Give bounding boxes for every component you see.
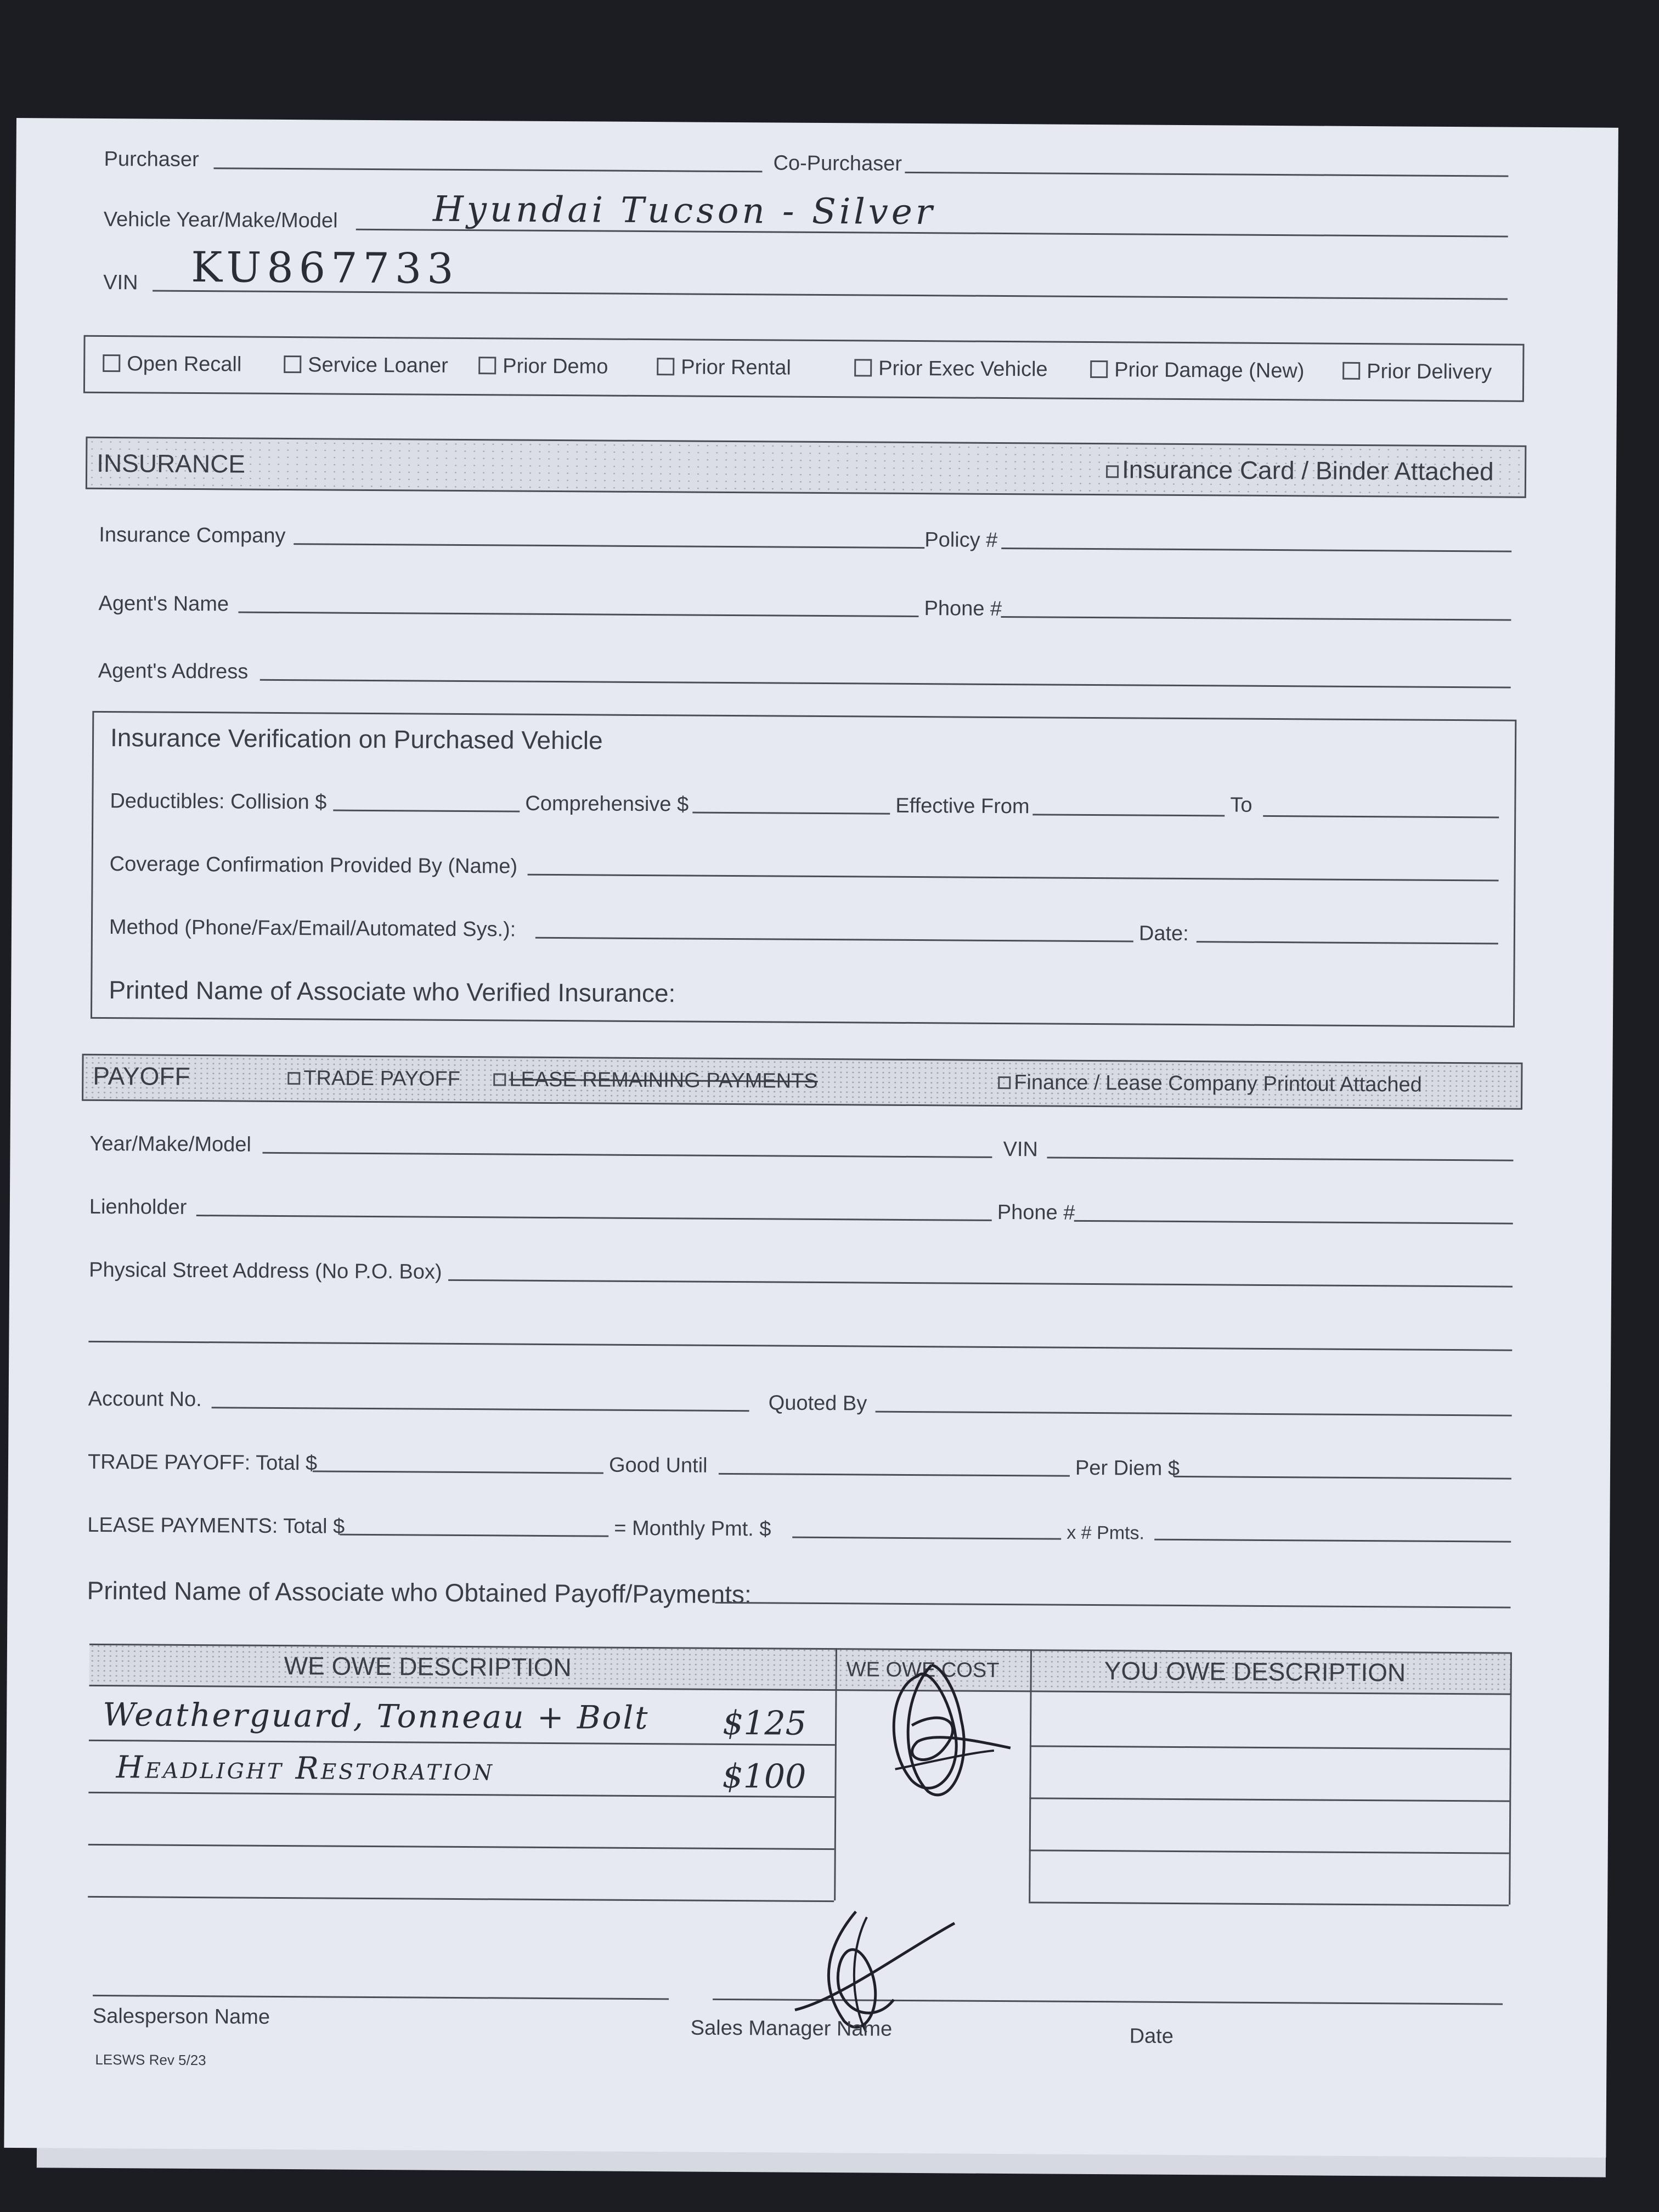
printout-attached-checkbox[interactable]: Finance / Lease Company Printout Attached	[998, 1072, 1422, 1096]
payoff-header: PAYOFF	[93, 1061, 190, 1091]
verification-title: Insurance Verification on Purchased Vehicle	[110, 723, 603, 755]
checkbox-icon	[657, 358, 674, 375]
agent-address-label: Agent's Address	[98, 659, 249, 684]
checkbox-icon	[998, 1076, 1011, 1089]
coverage-label: Coverage Confirmation Provided By (Name)	[109, 853, 518, 878]
quoted-by-field[interactable]	[876, 1411, 1512, 1417]
vin-label: VIN	[103, 270, 138, 295]
per-diem-label: Per Diem $	[1075, 1456, 1180, 1480]
account-no-field[interactable]	[212, 1407, 749, 1412]
payoff-vin-field[interactable]	[1047, 1157, 1513, 1161]
you-owe-description-header: YOU OWE DESCRIPTION	[1104, 1656, 1406, 1687]
lienholder-phone-label: Phone #	[997, 1200, 1075, 1224]
we-owe-cost-header: WE OWE COST	[846, 1658, 1000, 1682]
checkbox-icon	[493, 1073, 506, 1086]
vehicle-handwritten: Hyundai Tucson - Silver	[432, 189, 936, 233]
agent-name-label: Agent's Name	[98, 591, 229, 616]
prior-delivery-checkbox[interactable]: Prior Delivery	[1342, 361, 1492, 383]
we-owe-item-1: Weatherguard, Tonneau + Bolt	[103, 1696, 650, 1737]
we-owe-line[interactable]	[88, 1844, 834, 1850]
we-owe-line[interactable]	[88, 1896, 834, 1902]
agent-phone-field[interactable]	[1001, 616, 1511, 621]
lienholder-label: Lienholder	[89, 1195, 187, 1219]
insurance-card-checkbox[interactable]: Insurance Card / Binder Attached	[1106, 456, 1494, 484]
obtained-by-field[interactable]	[715, 1602, 1510, 1609]
num-pmts-field[interactable]	[1154, 1539, 1511, 1543]
salesperson-signature-field[interactable]	[93, 1995, 669, 2000]
effective-from-label: Effective From	[895, 794, 1030, 819]
checkbox-icon	[1090, 360, 1108, 378]
checkbox-icon	[1342, 362, 1360, 380]
salesperson-label: Salesperson Name	[92, 2004, 270, 2029]
street-address-label: Physical Street Address (No P.O. Box)	[89, 1258, 442, 1284]
table-rule	[1030, 1745, 1510, 1750]
revision-label: LESWS Rev 5/23	[95, 2051, 206, 2069]
prior-rental-checkbox[interactable]: Prior Rental	[657, 357, 791, 378]
service-loaner-checkbox[interactable]: Service Loaner	[284, 354, 448, 376]
checkbox-icon	[284, 356, 301, 373]
agent-phone-label: Phone #	[924, 597, 1002, 620]
open-recall-checkbox[interactable]: Open Recall	[103, 353, 241, 375]
payoff-ymm-field[interactable]	[262, 1152, 992, 1158]
checkbox-icon	[1106, 465, 1119, 478]
table-rule	[1029, 1797, 1509, 1802]
checkbox-icon	[478, 357, 496, 374]
deductibles-label: Deductibles: Collision $	[110, 789, 327, 814]
policy-field[interactable]	[1001, 548, 1511, 552]
lease-remaining-checkbox[interactable]: LEASE REMAINING PAYMENTS	[493, 1069, 818, 1092]
to-label: To	[1230, 793, 1252, 817]
insurance-header: INSURANCE	[97, 448, 246, 478]
vin-handwritten: KU867733	[191, 242, 459, 293]
monthly-pmt-label: = Monthly Pmt. $	[614, 1516, 771, 1541]
checkbox-icon	[103, 354, 120, 372]
lease-total-label: LEASE PAYMENTS: Total $	[87, 1513, 345, 1538]
agent-address-field[interactable]	[260, 679, 1511, 689]
we-owe-price-2: $100	[722, 1757, 806, 1796]
checkbox-icon	[287, 1072, 300, 1085]
co-purchaser-label: Co-Purchaser	[773, 151, 902, 176]
lienholder-field[interactable]	[196, 1215, 992, 1221]
date-signature-label: Date	[1129, 2024, 1174, 2048]
vehicle-label: Vehicle Year/Make/Model	[103, 207, 338, 233]
table-rule	[1029, 1901, 1509, 1906]
lease-total-field[interactable]	[340, 1534, 608, 1537]
method-label: Method (Phone/Fax/Email/Automated Sys.):	[109, 916, 516, 941]
prior-exec-vehicle-checkbox[interactable]: Prior Exec Vehicle	[854, 358, 1048, 380]
we-owe-price-1: $125	[722, 1703, 807, 1743]
we-owe-item-2: Headlight Restoration	[116, 1750, 495, 1788]
quoted-by-label: Quoted By	[768, 1391, 867, 1415]
insurance-company-label: Insurance Company	[99, 523, 286, 548]
lienholder-phone-field[interactable]	[1074, 1220, 1513, 1224]
co-purchaser-field[interactable]	[905, 172, 1508, 177]
payoff-ymm-label: Year/Make/Model	[89, 1132, 252, 1156]
monthly-pmt-field[interactable]	[792, 1537, 1061, 1540]
trade-total-label: TRADE PAYOFF: Total $	[87, 1450, 318, 1475]
table-rule	[1029, 1849, 1509, 1854]
comprehensive-label: Comprehensive $	[525, 792, 689, 816]
good-until-field[interactable]	[719, 1473, 1070, 1477]
form-sheet	[4, 118, 1618, 2158]
street-address-field[interactable]	[448, 1279, 1513, 1288]
purchaser-field[interactable]	[213, 167, 762, 172]
purchaser-label: Purchaser	[104, 147, 199, 172]
sales-manager-label: Sales Manager Name	[690, 2016, 893, 2041]
verified-by-label: Printed Name of Associate who Verified Insurance:	[109, 975, 676, 1008]
good-until-label: Good Until	[608, 1453, 708, 1477]
trade-total-field[interactable]	[313, 1470, 603, 1474]
we-owe-description-header: WE OWE DESCRIPTION	[284, 1651, 572, 1682]
verification-date-label: Date:	[1138, 922, 1189, 946]
obtained-by-label: Printed Name of Associate who Obtained Payoff/Payments:	[87, 1576, 752, 1609]
street-address-field-2[interactable]	[88, 1341, 1512, 1351]
account-no-label: Account No.	[88, 1387, 202, 1412]
insurance-company-field[interactable]	[294, 543, 924, 549]
per-diem-field[interactable]	[1174, 1476, 1511, 1480]
checkbox-icon	[854, 359, 872, 376]
prior-demo-checkbox[interactable]: Prior Demo	[478, 356, 608, 377]
policy-label: Policy #	[924, 528, 998, 552]
payoff-vin-label: VIN	[1003, 1138, 1039, 1161]
num-pmts-label: x # Pmts.	[1066, 1522, 1145, 1544]
trade-payoff-checkbox[interactable]: TRADE PAYOFF	[287, 1068, 460, 1090]
initials-signature	[878, 1654, 1017, 1803]
prior-damage-checkbox[interactable]: Prior Damage (New)	[1090, 359, 1305, 381]
agent-name-field[interactable]	[238, 611, 918, 617]
